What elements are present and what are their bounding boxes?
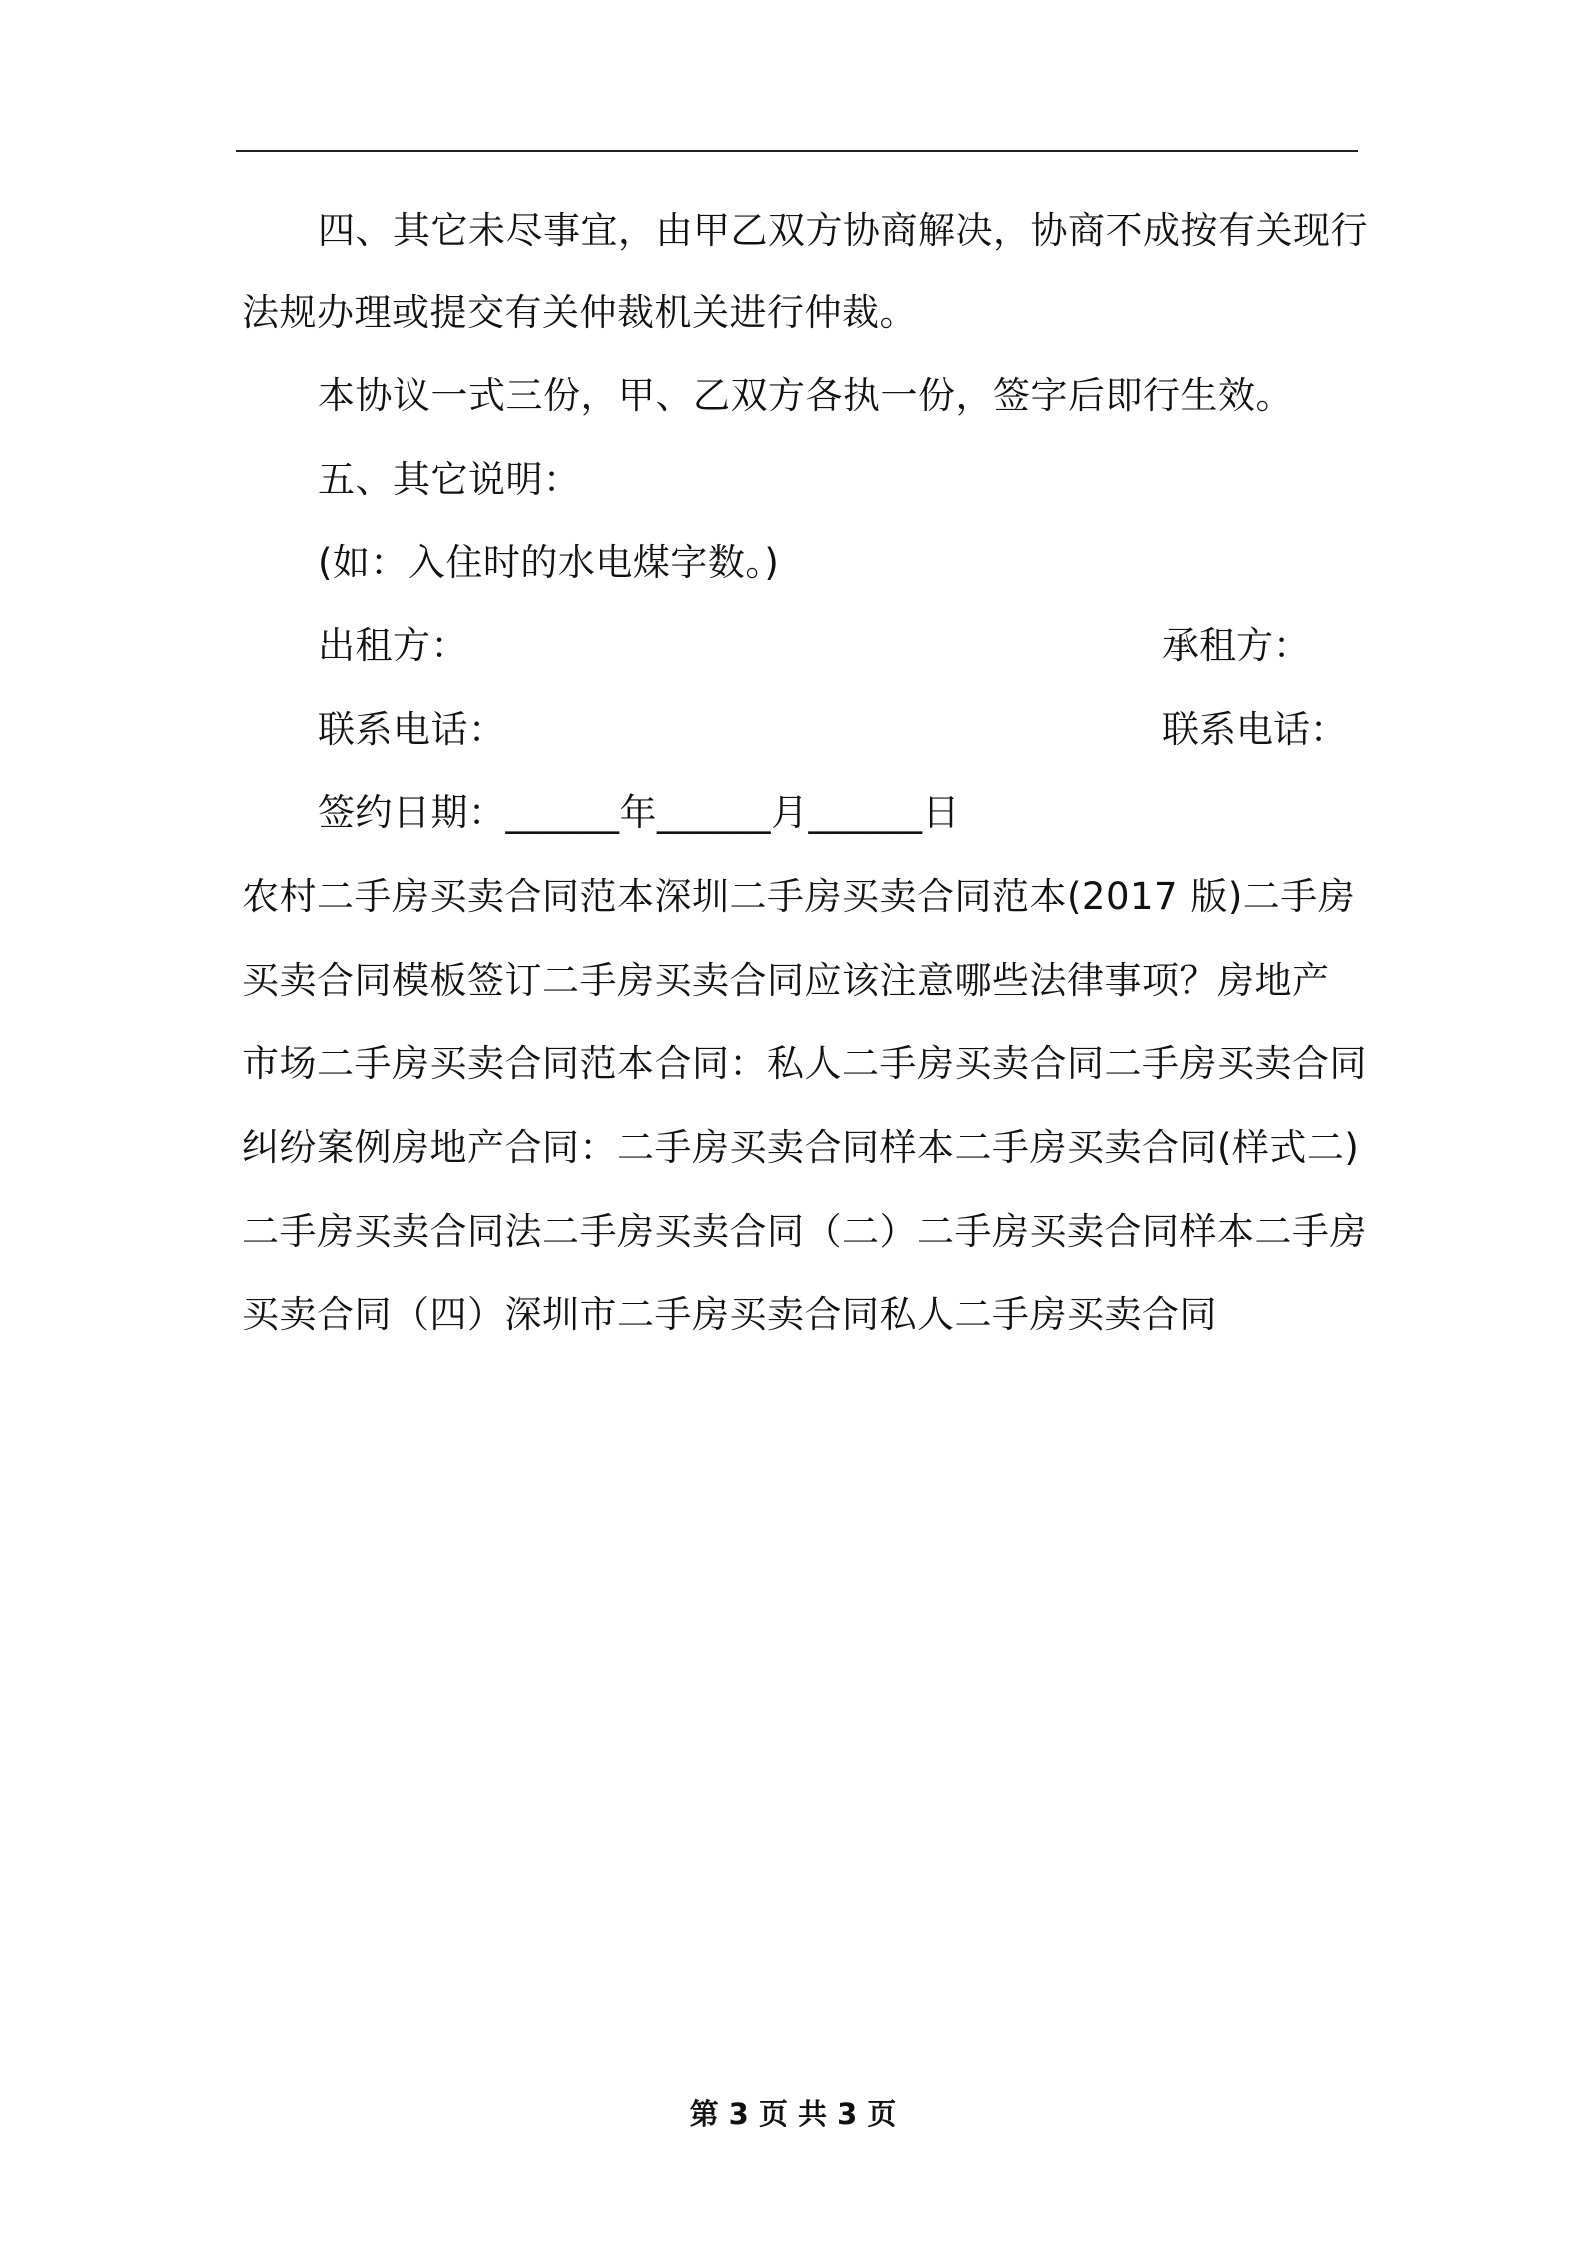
sign-date: 签约日期：______年______月______日 — [318, 791, 960, 834]
lessor-label: 出租方： — [318, 624, 468, 667]
clause-5-example: (如：入住时的水电煤字数。) — [318, 541, 780, 584]
lessee-label: 承租方： — [1162, 624, 1310, 667]
related-line: 市场二手房买卖合同范本合同：私人二手房买卖合同二手房买卖合同 — [242, 1042, 1367, 1085]
lessee-phone-label: 联系电话： — [1162, 708, 1347, 751]
clause-5-heading: 五、其它说明： — [318, 458, 581, 501]
related-line: 买卖合同（四）深圳市二手房买卖合同私人二手房买卖合同 — [242, 1293, 1217, 1336]
related-line: 纠纷案例房地产合同：二手房买卖合同样本二手房买卖合同(样式二) — [242, 1126, 1360, 1169]
lessor-phone-label: 联系电话： — [318, 708, 506, 751]
related-line: 买卖合同模板签订二手房买卖合同应该注意哪些法律事项？房地产 — [242, 959, 1330, 1002]
related-line: 二手房买卖合同法二手房买卖合同（二）二手房买卖合同样本二手房 — [242, 1210, 1367, 1253]
page-indicator: 第 3 页 共 3 页 — [689, 2097, 897, 2131]
related-line: 农村二手房买卖合同范本深圳二手房买卖合同范本(2017 版)二手房 — [242, 875, 1356, 918]
clause-4-line-1: 四、其它未尽事宜，由甲乙双方协商解决，协商不成按有关现行 — [318, 209, 1368, 252]
header-divider — [236, 150, 1358, 152]
copies-statement: 本协议一式三份，甲、乙双方各执一份，签字后即行生效。 — [318, 374, 1293, 417]
clause-4-line-2: 法规办理或提交有关仲裁机关进行仲裁。 — [242, 291, 917, 334]
